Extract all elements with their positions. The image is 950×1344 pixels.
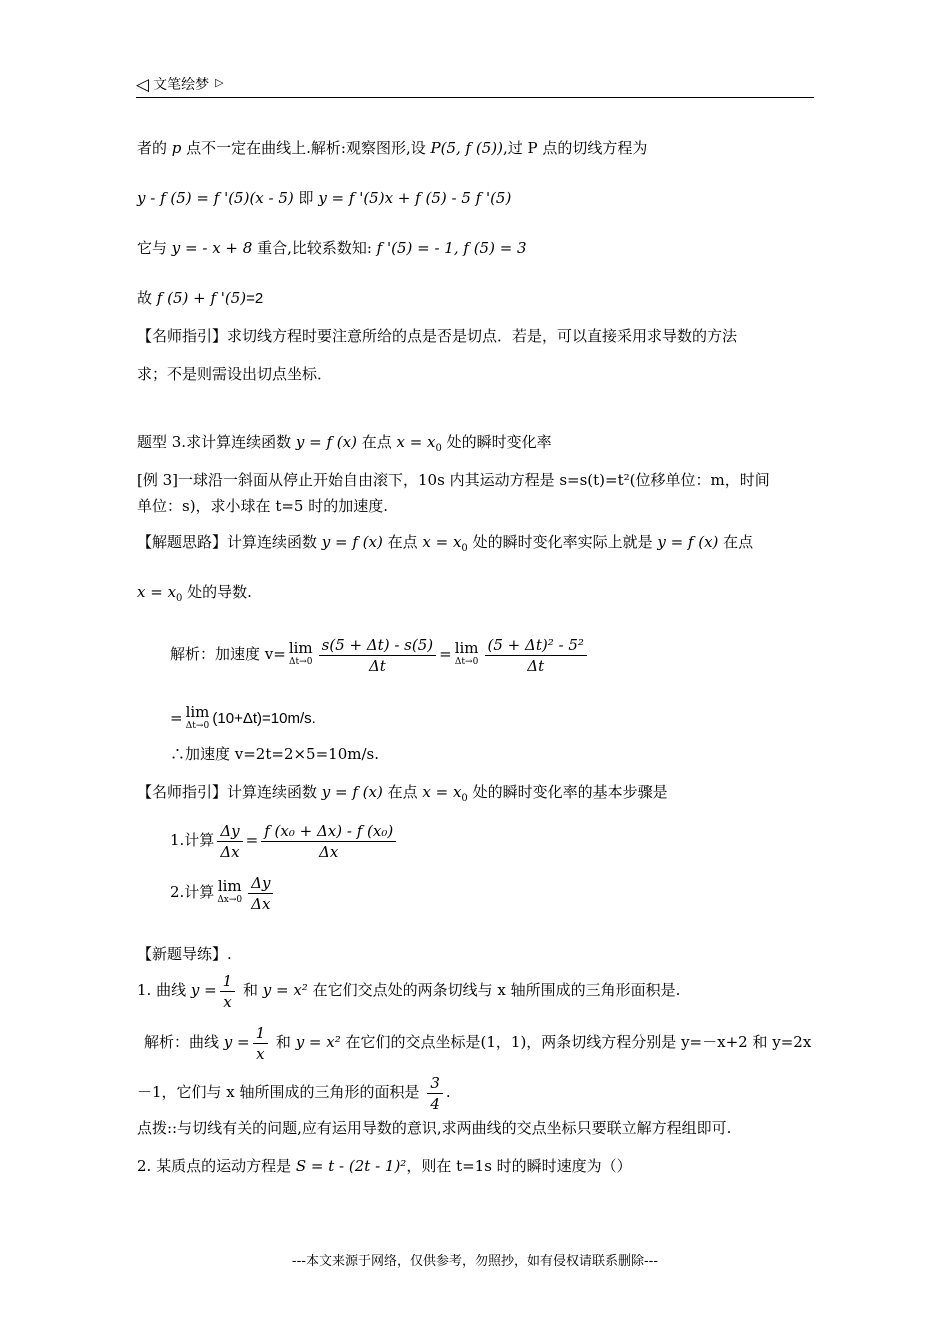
text: 题型 3.求计算连续函数 — [137, 433, 296, 451]
equals: = — [245, 831, 259, 849]
math: x = x — [137, 583, 177, 601]
subscript: 0 — [461, 543, 468, 554]
fraction — [485, 635, 587, 676]
hint: 点拨::与切线有关的问题,应有运用导数的意识,求两曲线的交点坐标只要联立解方程组即可. — [137, 1119, 732, 1137]
step-1 — [170, 820, 399, 862]
teacher-tip-2 — [137, 782, 668, 809]
text: 它与 — [137, 239, 172, 257]
text: (10+Δt)=10m/s. — [212, 710, 316, 727]
text: 在点 — [382, 783, 423, 801]
math: y = x² — [262, 981, 308, 999]
lim-text: lim — [217, 877, 242, 895]
teacher-tip-1: 【名师指引】求切线方程时要注意所给的点是否是切点．若是，可以直接采用求导数的方法 — [137, 327, 738, 345]
text: . — [445, 1083, 451, 1101]
text: 处的导数. — [182, 583, 252, 601]
denominator: Δt — [368, 656, 386, 675]
subscript: 0 — [461, 793, 468, 804]
math: p — [171, 139, 182, 157]
question-2 — [137, 1156, 632, 1176]
math: y = — [223, 1033, 250, 1051]
text: 在点 — [718, 533, 754, 551]
text: 和 — [271, 1033, 296, 1051]
math: x = x — [422, 783, 462, 801]
text: 1.计算 — [170, 831, 215, 849]
text: 2.计算 — [170, 883, 215, 901]
acceleration-formula — [170, 634, 590, 676]
header-title: 文笔绘梦 — [153, 77, 210, 93]
limit — [217, 879, 242, 907]
denominator: Δx — [220, 842, 240, 861]
math: x = x — [422, 533, 462, 551]
fraction — [253, 1023, 269, 1064]
math: x = x — [396, 433, 436, 451]
fraction — [427, 1073, 443, 1114]
right-triangle-icon: ▷ — [215, 76, 224, 89]
text: 在它们交点处的两条切线与 x 轴所围成的三角形面积是. — [307, 981, 681, 999]
numerator: Δy — [217, 821, 242, 842]
fraction — [261, 821, 396, 862]
limit — [455, 641, 479, 669]
text: 在它们的交点坐标是(1，1)，两条切线方程分别是 y=－x+2 和 y=2x — [340, 1033, 812, 1051]
denominator: Δt — [527, 656, 545, 675]
equals: = — [170, 709, 183, 727]
text: 者的 — [137, 139, 172, 157]
denominator: x — [256, 1044, 265, 1063]
math: y = — [190, 981, 217, 999]
footer-disclaimer: ---本文来源于网络，仅供参考，勿照抄，如有侵权请联系删除--- — [291, 1254, 659, 1269]
text: 处的瞬时变化率的基本步骤是 — [467, 783, 668, 801]
denominator: Δx — [251, 894, 271, 913]
text: 1. 曲线 — [137, 981, 191, 999]
text: 【解题思路】计算连续函数 — [137, 533, 322, 551]
math: P(5, f (5)) — [430, 139, 503, 157]
denominator: Δx — [319, 842, 339, 861]
example-3-cont: 单位：s)，求小球在 t=5 时的加速度. — [137, 497, 388, 515]
math: f '(5) = - 1, f (5) = 3 — [376, 239, 527, 257]
lim-sub: Δt→0 — [289, 657, 313, 667]
text: 点不一定在曲线上.解析:观察图形,设 — [181, 139, 431, 157]
lim-text: lim — [454, 639, 479, 657]
header-divider — [136, 97, 814, 98]
math: y = - x + 8 — [171, 239, 253, 257]
limit — [289, 641, 313, 669]
text: 重合,比较系数知: — [252, 239, 377, 257]
text: 即 — [293, 189, 319, 207]
text: 【名师指引】计算连续函数 — [137, 783, 322, 801]
text: 解析：曲线 — [144, 1033, 224, 1051]
lim-text: lim — [288, 639, 313, 657]
solution-idea-cont — [137, 582, 252, 609]
numerator: (5 + Δt)² - 5² — [485, 635, 587, 656]
numerator: s(5 + Δt) - s(5) — [319, 635, 436, 656]
math: y = f (x) — [657, 533, 719, 551]
fraction — [220, 971, 236, 1012]
numerator: 1 — [253, 1023, 269, 1044]
text: ,过 P 点的切线方程为 — [502, 139, 648, 157]
math: S = t - (2t - 1)² — [295, 1157, 407, 1175]
math: y = f '(5)x + f (5) - 5 f '(5) — [318, 189, 512, 207]
limit-result — [170, 704, 316, 733]
lim-sub: Δt→0 — [185, 721, 210, 731]
numerator: f (x₀ + Δx) - f (x₀) — [261, 821, 396, 842]
text: 故 — [137, 289, 157, 307]
denominator: 4 — [430, 1094, 440, 1113]
text: =2 — [246, 290, 264, 307]
text: －1，它们与 x 轴所围成的三角形的面积是 — [137, 1083, 425, 1101]
text: 解析：加速度 v= — [170, 645, 286, 663]
math: y = f (x) — [295, 433, 357, 451]
example-3: [例 3]一球沿一斜面从停止开始自由滚下，10s 内其运动方程是 s=s(t)=t²(位移单位：m，时间 — [137, 471, 770, 489]
text: 处的瞬时变化率实际上就是 — [467, 533, 658, 551]
step-2 — [170, 872, 276, 914]
acceleration-result: ∴加速度 v=2t=2×5=10m/s. — [170, 745, 380, 763]
line-4 — [137, 288, 263, 309]
fraction — [319, 635, 436, 676]
left-triangle-icon: ◁ — [136, 75, 150, 95]
text: 在点 — [382, 533, 423, 551]
math: y - f (5) = f '(5)(x - 5) — [137, 189, 294, 207]
math: y = f (x) — [321, 783, 383, 801]
line-1 — [137, 138, 647, 158]
denominator: x — [223, 992, 232, 1011]
math: y = f (x) — [321, 533, 383, 551]
lim-text: lim — [185, 703, 210, 721]
math: f (5) + f '(5) — [156, 289, 247, 307]
math: y = x² — [295, 1033, 341, 1051]
text: 在点 — [356, 433, 397, 451]
fraction — [248, 873, 273, 914]
text: 和 — [238, 981, 263, 999]
text: 2. 某质点的运动方程是 — [137, 1157, 296, 1175]
text: 处的瞬时变化率 — [441, 433, 552, 451]
subscript: 0 — [435, 443, 442, 454]
lim-sub: Δx→0 — [217, 895, 243, 905]
answer-1 — [144, 1022, 811, 1064]
limit — [186, 705, 210, 733]
question-1 — [137, 970, 680, 1012]
text: ，则在 t=1s 时的瞬时速度为（） — [406, 1157, 632, 1175]
line-2 — [137, 188, 511, 208]
section-title-3 — [137, 432, 552, 459]
new-exercises-heading: 【新题导练】. — [137, 945, 232, 963]
solution-idea — [137, 532, 753, 559]
line-3 — [137, 238, 527, 258]
lim-sub: Δt→0 — [454, 657, 479, 667]
page-header — [136, 74, 224, 95]
answer-1-cont — [137, 1072, 451, 1114]
fraction — [217, 821, 242, 862]
equals: = — [439, 645, 452, 663]
subscript: 0 — [176, 593, 183, 604]
numerator: Δy — [248, 873, 273, 894]
numerator: 3 — [427, 1073, 443, 1094]
numerator: 1 — [220, 971, 236, 992]
teacher-tip-1-cont: 求；不是则需设出切点坐标． — [137, 365, 333, 383]
